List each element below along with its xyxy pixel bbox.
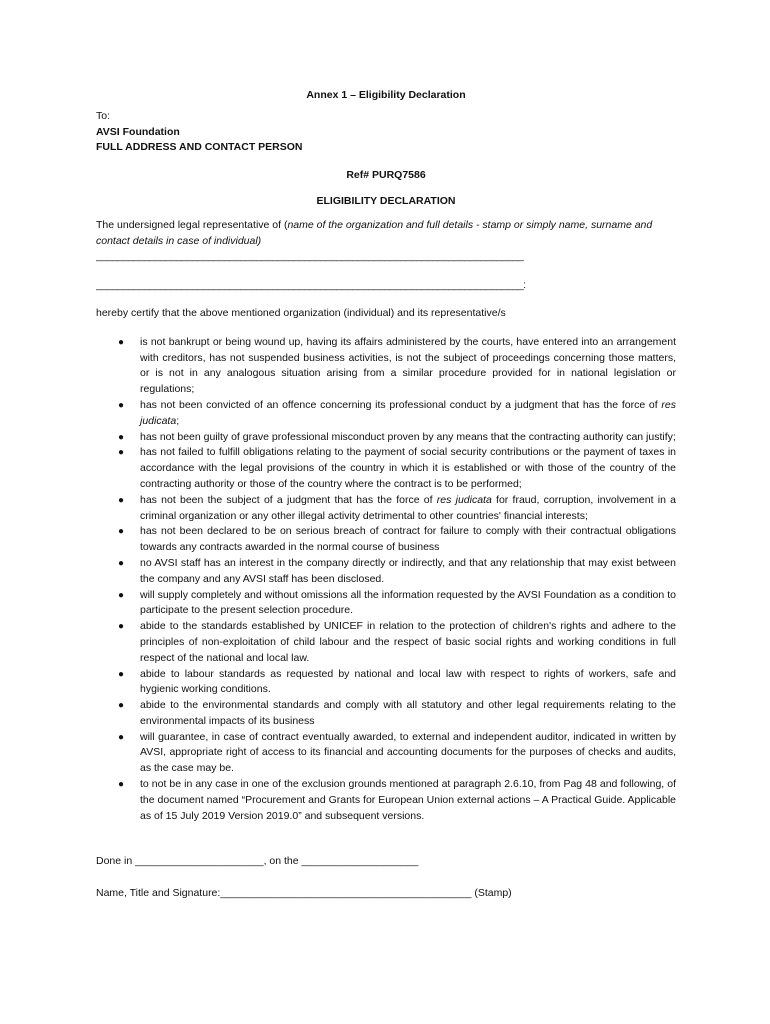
- condition-item: [96, 335, 676, 398]
- reference-number: Ref# PURQ7586: [346, 169, 426, 182]
- condition-text: has not been convicted of an offence concerning its professional conduct by a judgment that has the force of: [140, 398, 662, 411]
- bullet-icon: ●: [118, 589, 125, 601]
- condition-text: will guarantee, in case of contract eventually awarded, to external and independent auditor, indicated in written by AVSI, appropriate right of access to its financial and accounting documents for the purposes of checks and audits, as the case may be.: [140, 730, 676, 775]
- intro-prefix: The undersigned legal representative of (: [96, 218, 288, 231]
- intro-paragraph: [96, 218, 676, 250]
- condition-item: [96, 524, 676, 556]
- condition-item: [96, 556, 676, 588]
- condition-text: no AVSI staff has an interest in the company directly or indirectly, and that any relationship that may exist between the company and any AVSI staff has been disclosed.: [140, 556, 676, 585]
- condition-item: [96, 493, 676, 525]
- recipient-name: AVSI Foundation: [96, 125, 180, 138]
- bullet-icon: ●: [118, 526, 125, 538]
- bullet-icon: ●: [118, 447, 125, 459]
- bullet-icon: ●: [118, 779, 125, 791]
- condition-item: [96, 445, 676, 492]
- condition-item: [96, 588, 676, 620]
- bullet-icon: ●: [118, 431, 125, 443]
- condition-text-end: ;: [176, 414, 180, 427]
- bullet-icon: ●: [118, 494, 125, 506]
- bullet-icon: ●: [118, 700, 125, 712]
- annex-title: Annex 1 – Eligibility Declaration: [306, 89, 466, 101]
- condition-item: [96, 667, 676, 699]
- to-label: To:: [96, 109, 111, 122]
- certify-statement: hereby certify that the above mentioned organization (individual) and its representative/s: [96, 306, 506, 319]
- condition-item: [96, 619, 676, 666]
- declaration-title: ELIGIBILITY DECLARATION: [316, 194, 456, 207]
- condition-italic-text: res judicata: [140, 398, 676, 427]
- condition-item: [96, 730, 676, 777]
- condition-text: has not been guilty of grave professional misconduct proven by any means that the contracting authority can justify;: [140, 430, 676, 443]
- conditions-list: [96, 335, 676, 825]
- blank-line-1: ________________________________________________________________________________: [96, 250, 524, 263]
- done-in-line: Done in ______________________, on the ____________________: [96, 855, 419, 868]
- intro-italic: name of the organization and full details - stamp or simply name, surname and contact details in case of individual): [96, 218, 653, 247]
- document-page: [96, 88, 676, 902]
- condition-item: [96, 698, 676, 730]
- bullet-icon: ●: [118, 731, 125, 743]
- condition-italic-text: res judicata: [436, 493, 492, 506]
- blank-line-2: ________________________________________________________________________________:: [96, 279, 526, 292]
- signature-line: Name, Title and Signature:___________________________________________ (Stamp): [96, 887, 512, 900]
- bullet-icon: ●: [118, 668, 125, 680]
- bullet-icon: ●: [118, 557, 125, 569]
- condition-text: is not bankrupt or being wound up, having its affairs administered by the courts, have entered into an arrangement with creditors, has not suspended business activities, is not the subject of proceedings concerning those matters, or is not in any analogous situation arising from a similar procedure provided for in national legislation or regulations;: [140, 335, 676, 396]
- condition-text: abide to the standards established by UNICEF in relation to the protection of children's rights and adhere to the principles of non-exploitation of child labour and the respect of basic social rights and working conditions in full respect of the national and local law.: [140, 620, 676, 664]
- bullet-icon: ●: [118, 621, 125, 633]
- condition-item: [96, 430, 676, 446]
- bullet-icon: ●: [118, 399, 125, 411]
- condition-text: abide to the environmental standards and comply with all statutory and other legal requirements relating to the environmental impacts of its business: [140, 699, 676, 727]
- condition-text: abide to labour standards as requested by national and local law with respect to rights of workers, safe and hygienic working conditions.: [140, 667, 676, 696]
- condition-text: has not been the subject of a judgment that has the force of: [140, 493, 437, 506]
- condition-text-end: for fraud, corruption, involvement in a criminal organization or any other illegal activity detrimental to other countries' financial interests;: [140, 493, 676, 522]
- condition-text: has not been declared to be on serious breach of contract for failure to comply with their contractual obligations towards any contracts awarded in the normal course of business: [140, 525, 676, 554]
- condition-text: will supply completely and without omissions all the information requested by the AVSI Foundation as a condition to participate to the present selection procedure.: [140, 588, 676, 617]
- condition-text: to not be in any case in one of the exclusion grounds mentioned at paragraph 2.6.10, from Pag 48 and following, of the document named “Procurement and Grants for European Union external actions – A Practical Guide. Applicable as of 15 July 2019 Version 2019.0” and subsequent versions.: [140, 778, 676, 822]
- condition-text: has not failed to fulfill obligations relating to the payment of social security contributions or the payment of taxes in accordance with the legal provisions of the country in which it is established or with those of the country of the contracting authority or those of the country where the contract is to be performed;: [140, 446, 676, 490]
- bullet-icon: ●: [118, 336, 125, 348]
- condition-item: [96, 777, 676, 824]
- recipient-address: FULL ADDRESS AND CONTACT PERSON: [96, 141, 303, 154]
- condition-item: [96, 398, 676, 430]
